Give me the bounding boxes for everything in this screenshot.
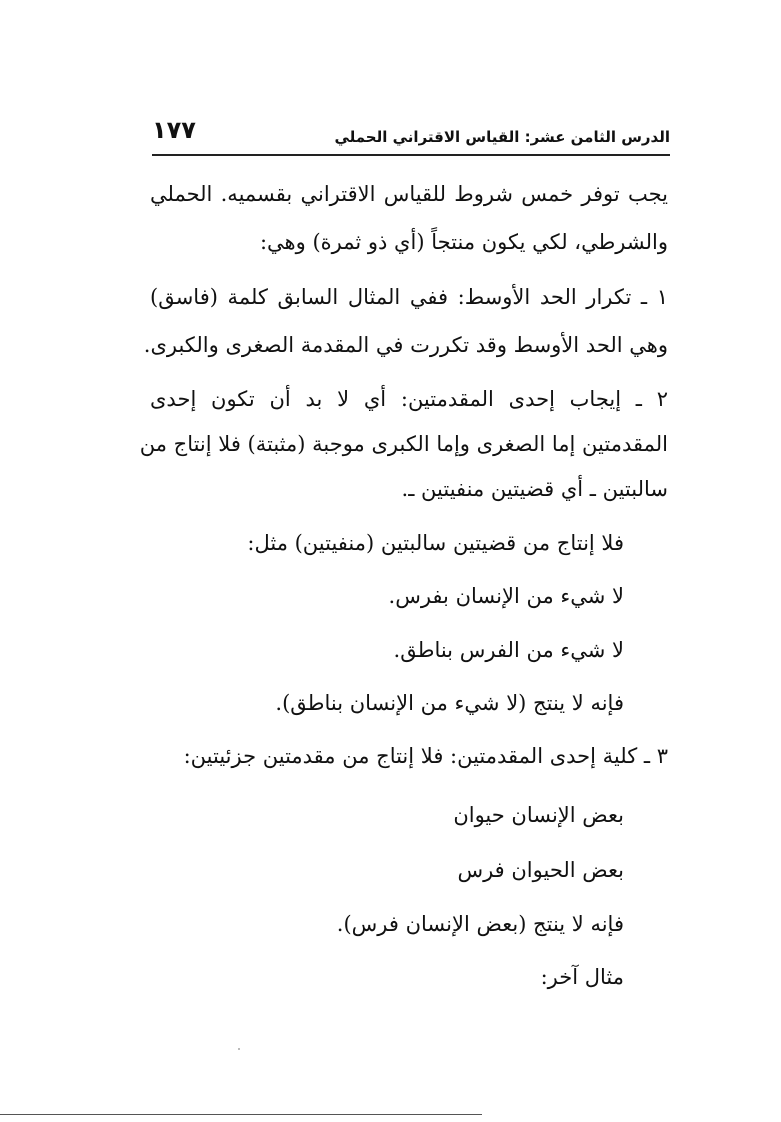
scan-speck — [238, 1048, 240, 1050]
example-line: مثال آخر: — [540, 965, 624, 989]
paragraph-line: المقدمتين إما الصغرى وإما الكبرى موجبة (مثبتة) فلا إنتاج من — [139, 432, 668, 456]
example-line: فإنه لا ينتج (لا شيء من الإنسان بناطق). — [275, 691, 624, 715]
paragraph-line: ٣ ـ كلية إحدى المقدمتين: فلا إنتاج من مقدمتين جزئيتين: — [183, 744, 668, 768]
page-number: ١٧٧ — [152, 116, 196, 144]
example-line: بعض الحيوان فرس — [457, 858, 624, 882]
example-line: لا شيء من الفرس بناطق. — [393, 638, 624, 662]
paragraph-line: ٢ ـ إيجاب إحدى المقدمتين: أي لا بد أن تكون إحدى — [150, 387, 668, 411]
example-line: بعض الإنسان حيوان — [453, 803, 624, 827]
paragraph-line: يجب توفر خمس شروط للقياس الاقتراني بقسميه. الحملي — [150, 182, 668, 206]
paragraph-line: ١ ـ تكرار الحد الأوسط: ففي المثال السابق كلمة (فاسق) — [150, 285, 668, 309]
footer-rule — [0, 1114, 482, 1115]
example-line: لا شيء من الإنسان بفرس. — [388, 584, 624, 608]
example-line: فإنه لا ينتج (بعض الإنسان فرس). — [336, 912, 624, 936]
paragraph-line: سالبتين ـ أي قضيتين منفيتين ـ. — [401, 477, 668, 501]
paragraph-line: وهي الحد الأوسط وقد تكررت في المقدمة الصغرى والكبرى. — [143, 333, 668, 357]
paragraph-line: فلا إنتاج من قضيتين سالبتين (منفيتين) مثل: — [247, 531, 624, 555]
page-header — [152, 108, 670, 156]
running-title: الدرس الثامن عشر: القياس الاقتراني الحملي — [334, 128, 670, 146]
paragraph-line: والشرطي، لكي يكون منتجاً (أي ذو ثمرة) وهي: — [259, 230, 668, 254]
